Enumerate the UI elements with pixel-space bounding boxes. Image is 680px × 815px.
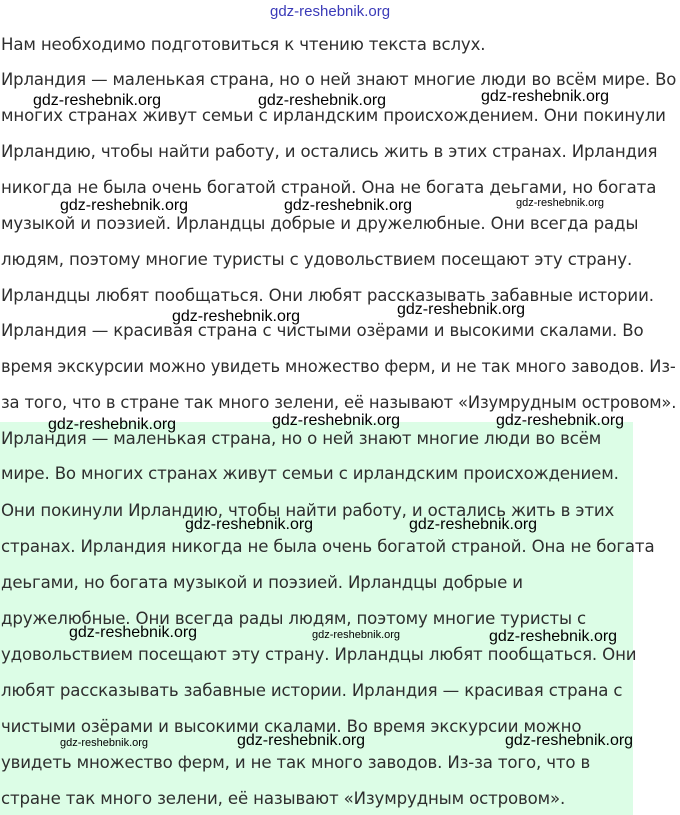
- text-line: время экскурсии можно увидеть множество ферм, и не так много заводов. Из-: [1, 357, 676, 376]
- answer-line: дружелюбные. Они всегда рады людям, поэтому многие туристы с: [1, 609, 587, 628]
- watermark: gdz-reshebnik.org: [172, 308, 301, 325]
- answer-line: деьгами, но богата музыкой и поэзией. Ирландцы добрые и: [1, 573, 523, 592]
- watermark: gdz-reshebnik.org: [272, 412, 401, 429]
- watermark: gdz-reshebnik.org: [258, 92, 387, 109]
- text-line: людям, поэтому многие туристы с удовольствием посещают эту страну.: [1, 250, 633, 269]
- answer-line: мире. Во многих странах живут семьи с ирландским происхождением.: [1, 464, 619, 483]
- watermark: gdz-reshebnik.org: [312, 629, 401, 641]
- answer-line: любят рассказывать забавные истории. Ирландия — красивая страна с: [1, 681, 623, 700]
- watermark-header: gdz-reshebnik.org: [270, 3, 391, 20]
- answer-line: чистыми озёрами и высокими скалами. Во время экскурсии можно: [1, 717, 582, 736]
- instruction-text: Нам необходимо подготовиться к чтению текста вслух.: [1, 35, 486, 54]
- text-line: Ирландия — маленькая страна, но о ней знают многие люди во всём мире. Во: [1, 70, 677, 89]
- text-line: многих странах живут семьи с ирландским происхождением. Они покинули: [1, 106, 666, 125]
- watermark: gdz-reshebnik.org: [505, 732, 634, 749]
- watermark: gdz-reshebnik.org: [60, 737, 149, 749]
- answer-line: увидеть множество ферм, и не так много заводов. Из-за того, что в: [1, 753, 591, 772]
- watermark: gdz-reshebnik.org: [481, 88, 610, 105]
- watermark: gdz-reshebnik.org: [33, 92, 162, 109]
- watermark: gdz-reshebnik.org: [516, 197, 605, 209]
- watermark: gdz-reshebnik.org: [237, 732, 366, 749]
- watermark: gdz-reshebnik.org: [397, 301, 526, 318]
- text-line: Ирландия — красивая страна с чистыми озёрами и высокими скалами. Во: [1, 321, 644, 340]
- answer-line: Они покинули Ирландию, чтобы найти работу, и остались жить в этих: [1, 501, 615, 520]
- watermark: gdz-reshebnik.org: [69, 624, 198, 641]
- answer-line: стране так много зелени, её называют «Изумрудным островом».: [1, 789, 566, 808]
- text-line: никогда не была очень богатой страной. Она не богата деьгами, но богата: [1, 178, 657, 197]
- answer-line: Ирландия — маленькая страна, но о ней знают многие люди во всём: [1, 429, 602, 448]
- answer-line: странах. Ирландия никогда не была очень богатой страной. Она не богата: [1, 537, 655, 556]
- text-line: за того, что в стране так много зелени, её называют «Изумрудным островом».: [1, 393, 677, 412]
- watermark: gdz-reshebnik.org: [60, 197, 189, 214]
- watermark: gdz-reshebnik.org: [48, 416, 177, 433]
- watermark: gdz-reshebnik.org: [496, 412, 625, 429]
- text-line: музыкой и поэзией. Ирландцы добрые и дружелюбные. Они всегда рады: [1, 214, 639, 233]
- watermark: gdz-reshebnik.org: [185, 516, 314, 533]
- watermark: gdz-reshebnik.org: [409, 516, 538, 533]
- watermark: gdz-reshebnik.org: [489, 628, 618, 645]
- watermark: gdz-reshebnik.org: [284, 197, 413, 214]
- answer-line: удовольствием посещают эту страну. Ирландцы любят пообщаться. Они: [1, 645, 637, 664]
- text-line: Ирландцы любят пообщаться. Они любят рассказывать забавные истории.: [1, 286, 654, 305]
- text-line: Ирландию, чтобы найти работу, и остались жить в этих странах. Ирландия: [1, 142, 658, 161]
